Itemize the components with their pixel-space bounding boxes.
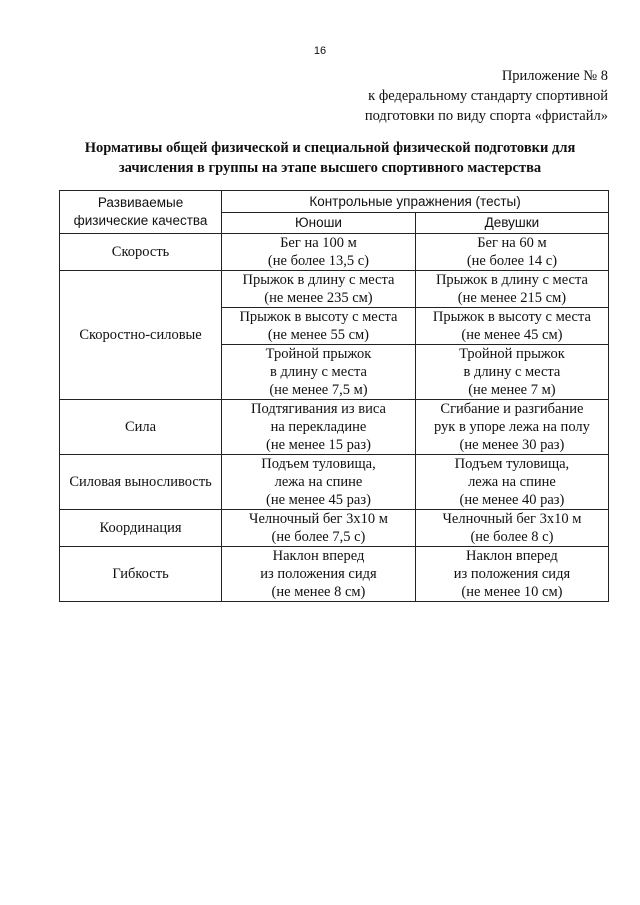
table-row [60,400,609,455]
header-tests: Контрольные упражнения (тесты) [222,191,609,213]
cell-line: (не менее 10 см) [461,584,563,600]
cell-line: Прыжок в высоту с места [239,309,398,325]
quality-cell: Координация [60,510,222,547]
header-girls: Девушки [415,213,608,234]
cell-line: Тройной прыжок [265,346,372,362]
appendix-header [365,66,608,126]
cell-line: рук в упоре лежа на полу [433,419,590,435]
quality-cell: Гибкость [60,547,222,602]
boys-cell [222,400,416,455]
boys-cell [222,234,416,271]
cell-line: в длину с места [270,364,367,380]
girls-cell [415,455,608,510]
girls-cell [415,345,608,400]
table-row [60,234,609,271]
cell-line: (не менее 215 см) [457,290,567,306]
page-number: 16 [313,45,327,57]
cell-line: (не более 7,5 с) [271,529,366,545]
cell-line: (не менее 45 см) [461,327,563,343]
cell-line: Прыжок в высоту с места [432,309,591,325]
cell-line: (не менее 7,5 м) [269,382,368,398]
cell-line: на перекладине [270,419,367,435]
girls-cell [415,234,608,271]
cell-line: Бег на 60 м [477,235,547,251]
boys-cell [222,455,416,510]
table-row [60,455,609,510]
boys-cell [222,345,416,400]
girls-cell [415,400,608,455]
quality-cell: Скорость [60,234,222,271]
cell-line: (не менее 45 раз) [266,492,371,508]
cell-line: Прыжок в длину с места [435,272,588,288]
cell-line: Подъем туловища, [454,456,570,472]
table-row [60,510,609,547]
cell-line: из положения сидя [453,566,571,582]
cell-line: Бег на 100 м [280,235,357,251]
cell-line: Подтягивания из виса [251,401,386,417]
title-line-2: зачисления в группы на этапе высшего спортивного мастерства [118,160,542,176]
girls-cell [415,271,608,308]
cell-line: (не более 14 с) [466,253,558,269]
cell-line: в длину с места [463,364,561,380]
header-boys: Юноши [222,213,416,234]
boys-cell [222,271,416,308]
norms-table [59,190,609,602]
appendix-line-1: Приложение № 8 [501,68,608,84]
cell-line: из положения сидя [260,566,377,582]
table-row [60,547,609,602]
cell-line: (не более 8 с) [470,529,554,545]
cell-line: (не более 13,5 с) [267,253,370,269]
header-quality-line-1: Развиваемые [97,195,184,210]
boys-cell [222,308,416,345]
cell-line: Наклон вперед [466,548,558,564]
boys-cell [222,547,416,602]
cell-line: (не менее 235 см) [264,290,373,306]
cell-line: (не менее 30 раз) [459,437,565,453]
title-line-1: Нормативы общей физической и специальной физической подготовки для [84,140,576,156]
header-quality [60,191,222,234]
girls-cell [415,308,608,345]
cell-line: лежа на спине [274,474,363,490]
header-row-1 [60,191,609,213]
girls-cell [415,510,608,547]
cell-line: лежа на спине [468,474,556,490]
cell-line: Челночный бег 3х10 м [249,511,388,527]
quality-cell: Скоростно-силовые [60,271,222,400]
girls-cell [415,547,608,602]
quality-cell: Сила [60,400,222,455]
quality-cell: Силовая выносливость [60,455,222,510]
cell-line: (не менее 8 см) [271,584,366,600]
header-quality-line-2: физические качества [73,213,208,228]
cell-line: Подъем туловища, [261,456,376,472]
cell-line: (не менее 7 м) [468,382,556,398]
cell-line: (не менее 55 см) [267,327,370,343]
cell-line: Сгибание и разгибание [440,401,584,417]
cell-line: (не менее 40 раз) [459,492,565,508]
cell-line: Прыжок в длину с места [242,272,395,288]
cell-line: (не менее 15 раз) [266,437,371,453]
cell-line: Челночный бег 3х10 м [442,511,582,527]
appendix-line-2: к федеральному стандарту спортивной [368,88,608,104]
cell-line: Тройной прыжок [459,346,565,362]
document-title [60,138,600,178]
table-row [60,271,609,308]
boys-cell [222,510,416,547]
appendix-line-3: подготовки по виду спорта «фристайл» [364,108,608,124]
cell-line: Наклон вперед [272,548,365,564]
